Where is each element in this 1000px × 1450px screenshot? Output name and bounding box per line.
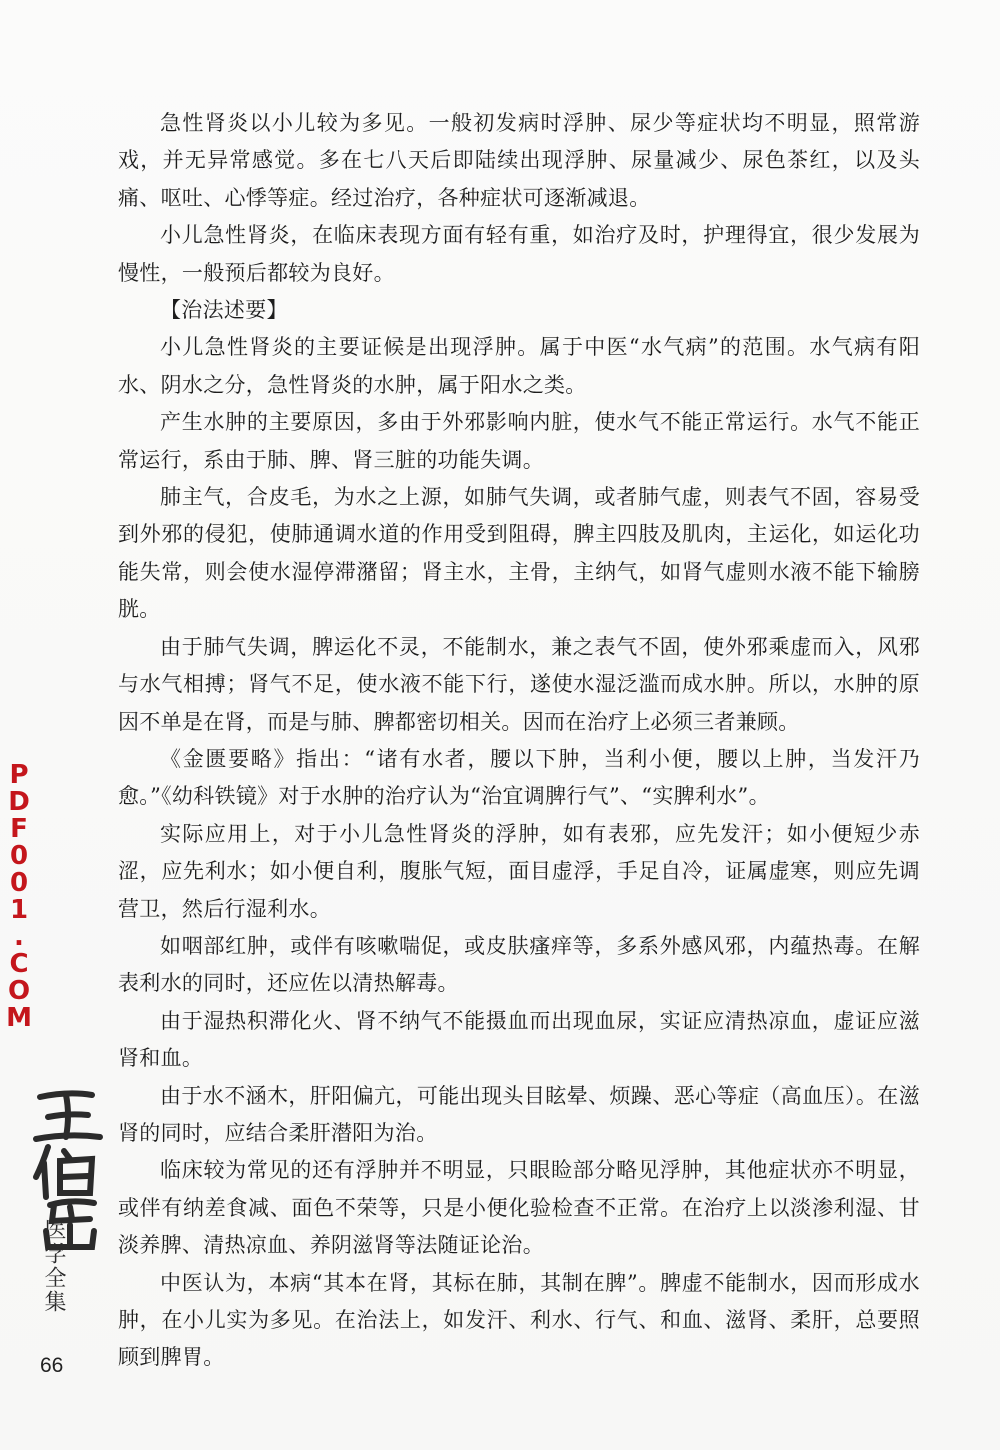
page-number: 66 <box>40 1354 64 1377</box>
logo-stroke <box>62 1176 88 1177</box>
section-heading: 【治法述要】 <box>160 298 288 323</box>
paragraph: 急性肾炎以小儿较为多见。一般初发病时浮肿、尿少等症状均不明显，照常游戏，并无异常感觉。多在七八天后即陆续出现浮肿、尿量减少、尿色茶红，以及头痛、呕吐、心悸等症。经过治疗，各种症状可逐渐减退。 <box>118 111 920 210</box>
body-text <box>118 105 920 1377</box>
paragraph: 产生水肿的主要原因，多由于外邪影响内脏，使水气不能正常运行。水气不能正常运行，系由于肺、脾、肾三脏的功能失调。 <box>118 410 920 472</box>
logo-stroke <box>70 1207 72 1219</box>
paragraph: 《金匮要略》指出：“诸有水者，腰以下肿，当利小便，腰以上肿，当发汗乃愈。”《幼科铁镜》对于水肿的治疗认为“治宜调脾行气”、“实脾利水”。 <box>118 746 920 809</box>
logo-stroke <box>36 1135 100 1139</box>
logo-text: 王伯岳 <box>30 1070 79 1089</box>
logo-stroke <box>66 1095 68 1137</box>
paragraph: 由于水不涵木，肝阳偏亢，可能出现头目眩晕、烦躁、恶心等症（高血压）。在滋肾的同时，应结合柔肝潜阳为治。 <box>118 1083 920 1145</box>
logo-stroke <box>44 1163 46 1197</box>
watermark: PDF001.COM <box>4 760 34 1030</box>
paragraph: 小儿急性肾炎，在临床表现方面有轻有重，如治疗及时，护理得宜，很少发展为慢性，一般预后都较为良好。 <box>118 223 920 285</box>
paragraph: 中医认为，本病“其本在肾，其标在肺，其制在脾”。脾虚不能制水，因而形成水肿，在小儿实为多见。在治法上，如发汗、利水、行气、和血、滋肾、柔肝，总要照顾到脾胃。 <box>118 1270 920 1370</box>
paragraph: 如咽部红肿，或伴有咳嗽喘促，或皮肤瘙痒等，多系外感风邪，内蕴热毒。在解表利水的同时，还应佐以清热解毒。 <box>118 933 920 996</box>
paragraph: 由于湿热积滞化火、肾不纳气不能摄血而出现血尿，实证应清热凉血，虚证应滋肾和血。 <box>118 1008 920 1071</box>
paragraph: 实际应用上，对于小儿急性肾炎的浮肿，如有表邪，应先发汗；如小便短少赤涩，应先利水；如小便自利，腹胀气短，面目虚浮，手足自冷，证属虚寒，则应先调营卫，然后行湿利水。 <box>118 821 920 921</box>
paragraph: 肺主气，合皮毛，为水之上源，如肺气失调，或者肺气虚，则表气不固，容易受到外邪的侵犯，使肺通调水道的作用受到阻碍，脾主四肢及肌肉，主运化，如运化功能失常，则会使水湿停滞潴留；肾主水，主骨，主纳气，如肾气虚则水液不能下输膀胱。 <box>118 485 920 622</box>
paragraph: 由于肺气失调，脾运化不灵，不能制水，兼之表气不固，使外邪乘虚而入，风邪与水气相搏；肾气不足，使水液不能下行，遂使水湿泛滥而成水肿。所以，水肿的原因不单是在肾，而是与肺、脾都密切相关。因而在治疗上必须三者兼顾。 <box>118 634 920 734</box>
book-subtitle: 医学全集 <box>41 1218 66 1314</box>
paragraph: 小儿急性肾炎的主要证候是出现浮肿。属于中医“水气病”的范围。水气病有阳水、阴水之分，急性肾炎的水肿，属于阳水之类。 <box>118 335 920 397</box>
paragraph: 临床较为常见的还有浮肿并不明显，只眼睑部分略见浮肿，其他症状亦不明显，或伴有纳差食减、面色不荣等，只是小便化验检查不正常。在治疗上以淡渗利湿、甘淡养脾、清热凉血、养阴滋肾等法随证论治。 <box>118 1158 920 1258</box>
